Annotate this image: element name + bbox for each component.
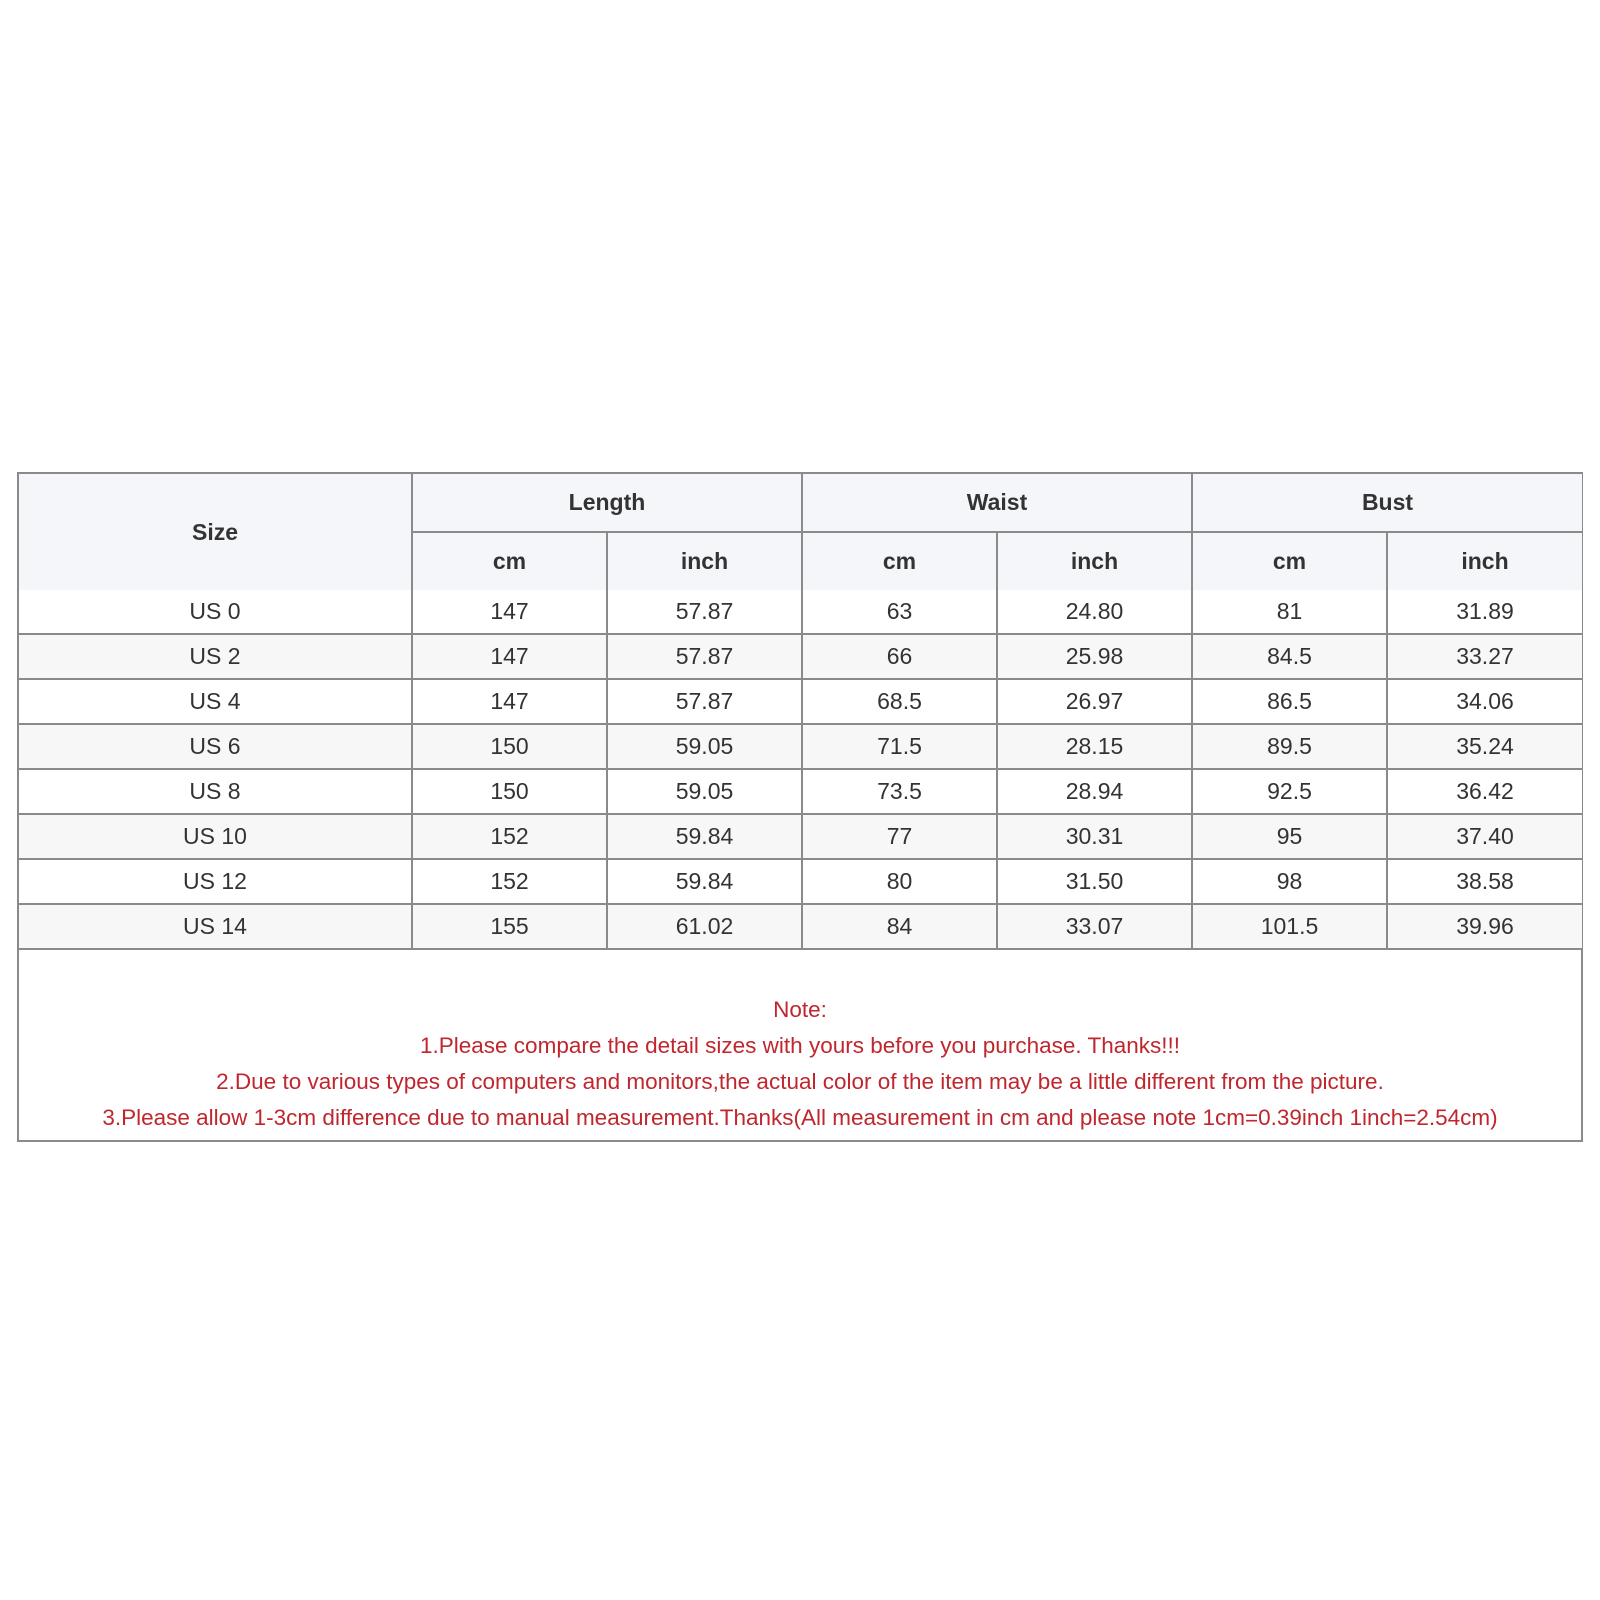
waist-inch-cell: 26.97 xyxy=(997,679,1192,724)
table-row xyxy=(19,679,1582,724)
table-row xyxy=(19,769,1582,814)
bust-cm-cell: 95 xyxy=(1192,814,1387,859)
length-inch-cell: 61.02 xyxy=(607,904,802,948)
bust-inch-cell: 35.24 xyxy=(1387,724,1582,769)
waist-inch-cell: 33.07 xyxy=(997,904,1192,948)
length-group-header: Length xyxy=(412,474,802,532)
length-cm-cell: 147 xyxy=(412,634,607,679)
note-line-1: 1.Please compare the detail sizes with yours before you purchase. Thanks!!! xyxy=(420,1033,1180,1058)
notes-title: Note: xyxy=(773,997,827,1022)
length-inch-header: inch xyxy=(607,532,802,590)
length-cm-header: cm xyxy=(412,532,607,590)
bust-inch-header: inch xyxy=(1387,532,1582,590)
waist-group-header: Waist xyxy=(802,474,1192,532)
waist-cm-cell: 77 xyxy=(802,814,997,859)
size-cell: US 12 xyxy=(19,859,412,904)
size-chart xyxy=(17,472,1583,1142)
size-cell: US 14 xyxy=(19,904,412,948)
size-cell: US 2 xyxy=(19,634,412,679)
table-row xyxy=(19,904,1582,948)
note-line-2: 2.Due to various types of computers and monitors,the actual color of the item may be a little different from the picture. xyxy=(216,1069,1384,1094)
waist-cm-cell: 63 xyxy=(802,590,997,634)
bust-inch-cell: 39.96 xyxy=(1387,904,1582,948)
waist-inch-cell: 28.15 xyxy=(997,724,1192,769)
waist-inch-header: inch xyxy=(997,532,1192,590)
table-row xyxy=(19,859,1582,904)
bust-cm-cell: 89.5 xyxy=(1192,724,1387,769)
length-inch-cell: 59.84 xyxy=(607,814,802,859)
notes-section xyxy=(19,948,1581,1140)
length-cm-cell: 152 xyxy=(412,859,607,904)
bust-inch-cell: 37.40 xyxy=(1387,814,1582,859)
bust-inch-cell: 38.58 xyxy=(1387,859,1582,904)
length-inch-cell: 59.05 xyxy=(607,769,802,814)
waist-cm-header: cm xyxy=(802,532,997,590)
size-cell: US 0 xyxy=(19,590,412,634)
length-cm-cell: 155 xyxy=(412,904,607,948)
bust-cm-cell: 101.5 xyxy=(1192,904,1387,948)
length-inch-cell: 59.84 xyxy=(607,859,802,904)
waist-inch-cell: 31.50 xyxy=(997,859,1192,904)
table-row xyxy=(19,634,1582,679)
table-row xyxy=(19,814,1582,859)
waist-inch-cell: 25.98 xyxy=(997,634,1192,679)
table-header xyxy=(19,474,1582,590)
bust-cm-cell: 84.5 xyxy=(1192,634,1387,679)
size-column-header: Size xyxy=(19,474,412,590)
waist-cm-cell: 73.5 xyxy=(802,769,997,814)
length-inch-cell: 59.05 xyxy=(607,724,802,769)
size-cell: US 8 xyxy=(19,769,412,814)
bust-cm-cell: 98 xyxy=(1192,859,1387,904)
waist-inch-cell: 28.94 xyxy=(997,769,1192,814)
waist-cm-cell: 71.5 xyxy=(802,724,997,769)
waist-cm-cell: 66 xyxy=(802,634,997,679)
size-cell: US 4 xyxy=(19,679,412,724)
length-inch-cell: 57.87 xyxy=(607,634,802,679)
bust-inch-cell: 31.89 xyxy=(1387,590,1582,634)
table-row xyxy=(19,724,1582,769)
length-cm-cell: 147 xyxy=(412,679,607,724)
waist-cm-cell: 84 xyxy=(802,904,997,948)
length-inch-cell: 57.87 xyxy=(607,590,802,634)
bust-cm-header: cm xyxy=(1192,532,1387,590)
bust-inch-cell: 36.42 xyxy=(1387,769,1582,814)
size-cell: US 6 xyxy=(19,724,412,769)
waist-cm-cell: 80 xyxy=(802,859,997,904)
bust-cm-cell: 92.5 xyxy=(1192,769,1387,814)
length-cm-cell: 147 xyxy=(412,590,607,634)
table-body xyxy=(19,590,1582,948)
length-cm-cell: 150 xyxy=(412,724,607,769)
waist-inch-cell: 24.80 xyxy=(997,590,1192,634)
bust-cm-cell: 86.5 xyxy=(1192,679,1387,724)
bust-inch-cell: 34.06 xyxy=(1387,679,1582,724)
length-cm-cell: 150 xyxy=(412,769,607,814)
length-inch-cell: 57.87 xyxy=(607,679,802,724)
size-cell: US 10 xyxy=(19,814,412,859)
size-table xyxy=(19,474,1582,948)
waist-inch-cell: 30.31 xyxy=(997,814,1192,859)
bust-group-header: Bust xyxy=(1192,474,1582,532)
table-row xyxy=(19,590,1582,634)
waist-cm-cell: 68.5 xyxy=(802,679,997,724)
bust-cm-cell: 81 xyxy=(1192,590,1387,634)
bust-inch-cell: 33.27 xyxy=(1387,634,1582,679)
length-cm-cell: 152 xyxy=(412,814,607,859)
note-line-3: 3.Please allow 1-3cm difference due to manual measurement.Thanks(All measurement in cm and please note 1cm=0.39inch 1inch=2.54cm) xyxy=(102,1105,1498,1130)
